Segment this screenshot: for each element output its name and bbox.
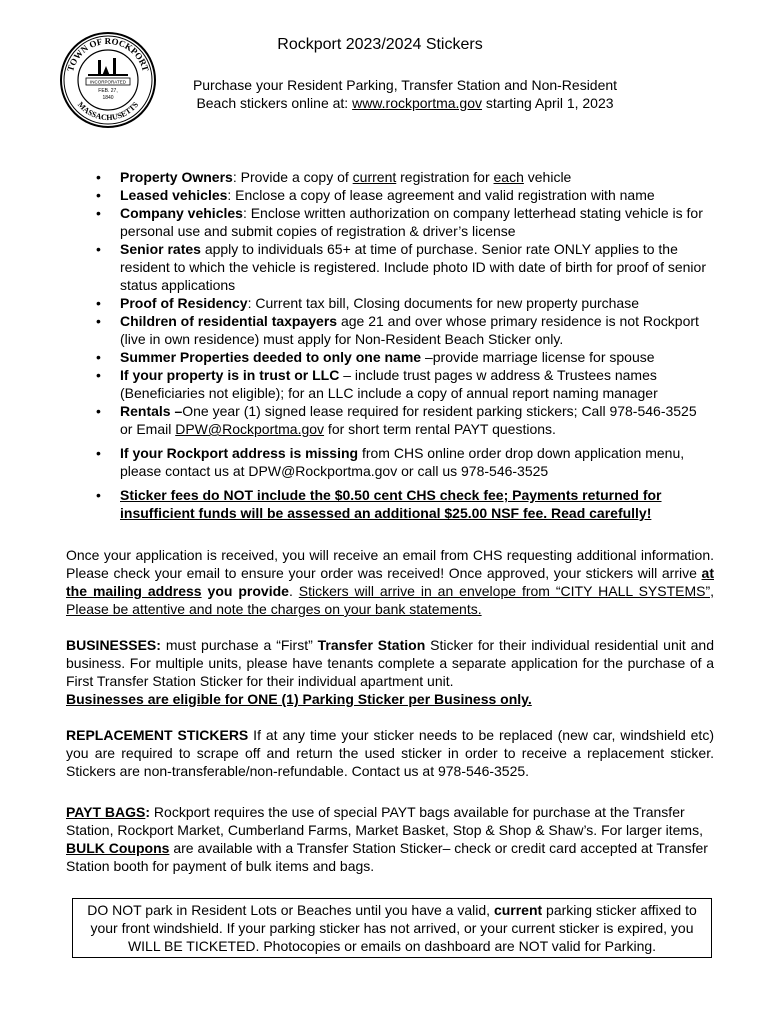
town-seal-logo [58, 30, 158, 130]
application-info-paragraph: Once your application is received, you will receive an email from CHS requesting additional information. Please check your email to ensure your order was received! Once approved, your stickers will arrive at the mailing address you provide. Stickers will arrive in an envelope from “CITY HALL SYSTEMS”, Please be attentive and note the charges on your bank statements. [66, 547, 715, 617]
svg-text:TOWN OF ROCKPORT: TOWN OF ROCKPORT [65, 35, 151, 73]
svg-text:INCORPORATED: INCORPORATED [90, 79, 126, 85]
page-title: Rockport 2023/2024 Stickers [277, 36, 483, 53]
businesses-paragraph: BUSINESSES: must purchase a “First” Transfer Station Sticker for their individual residential unit and business. For multiple units, please have tenants complete a separate application for the purchase of a First Transfer Station Sticker for their individual apartment unit. Businesses are eligible for ONE (1) Parking Sticker per Business only. [66, 637, 714, 707]
parking-notice-box: DO NOT park in Resident Lots or Beaches until you have a valid, current parking sticker affixed to your front windshield. If your parking sticker has not arrived, or your current sticker is expired, you WILL BE TICKETED. Photocopies or emails on dashboard are NOT valid for Parking. [72, 898, 712, 958]
list-item-rentals: • Rentals –One year (1) signed lease required for resident parking stickers; Call 978-546-3525 or Email DPW@Rockportma.gov for short term rental PAYT questions. [96, 402, 708, 438]
list-item-senior-rates: • Senior rates apply to individuals 65+ at time of purchase. Senior rate ONLY applies to the resident to which the vehicle is registered. Include photo ID with date of birth for proof of senior status applications [96, 240, 708, 294]
website-link[interactable]: www.rockportma.gov [352, 95, 483, 111]
list-item-summer-properties: • Summer Properties deeded to only one name –provide marriage license for spouse [96, 348, 708, 366]
list-item-sticker-fees: • Sticker fees do NOT include the $0.50 cent CHS check fee; Payments returned for insufficient funds will be assessed an additional $25.00 NSF fee. Read carefully! [96, 486, 708, 522]
dpw-email-link[interactable]: DPW@Rockportma.gov [175, 421, 325, 437]
requirements-list [96, 168, 708, 522]
list-item-leased-vehicles: • Leased vehicles: Enclose a copy of lease agreement and valid registration with name [96, 186, 708, 204]
replacement-stickers-paragraph: REPLACEMENT STICKERS If at any time your sticker needs to be replaced (new car, windshield etc) you are required to scrape off and return the used sticker in order to receive a replacement sticker. Stickers are non-transferable/non-refundable. Contact us at 978-546-3525. [66, 727, 714, 779]
list-item-trust-or-llc: • If your property is in trust or LLC – include trust pages w address & Trustees names (Beneficiaries not eligible); for an LLC include a copy of annual report naming manager [96, 366, 708, 402]
list-item-address-missing: • If your Rockport address is missing from CHS online order drop down application menu, please contact us at DPW@Rockportma.gov or call us 978-546-3525 [96, 444, 708, 480]
svg-text:FEB. 27,: FEB. 27, [98, 88, 118, 94]
list-item-proof-of-residency: • Proof of Residency: Current tax bill, Closing documents for new property purchase [96, 294, 708, 312]
list-item-property-owners: • Property Owners: Provide a copy of current registration for each vehicle [96, 168, 708, 186]
payt-bags-paragraph: PAYT BAGS: Rockport requires the use of special PAYT bags available for purchase at the Transfer Station, Rockport Market, Cumberland Farms, Market Basket, Stop & Shop & Shaw’s. For larger items, BULK Coupons are available with a Transfer Station Sticker– check or credit card accepted at Transfer Station booth for payment of bulk items and bags. [66, 804, 708, 874]
svg-text:MASSACHUSETTS: MASSACHUSETTS [75, 100, 141, 123]
purchase-info [150, 76, 660, 112]
purchase-line-2-post: starting April 1, 2023 [482, 95, 614, 111]
purchase-line-1: Purchase your Resident Parking, Transfer Station and Non-Resident [192, 77, 618, 93]
purchase-line-2-pre: Beach stickers online at: [196, 95, 353, 111]
list-item-children-of-taxpayers: • Children of residential taxpayers age 21 and over whose primary residence is not Rockport (live in own residence) must apply for Non-Resident Beach Sticker only. [96, 312, 708, 348]
svg-text:1840: 1840 [102, 95, 114, 101]
list-item-company-vehicles: • Company vehicles: Enclose written authorization on company letterhead stating vehicle is for personal use and submit copies of registration & driver’s license [96, 204, 708, 240]
